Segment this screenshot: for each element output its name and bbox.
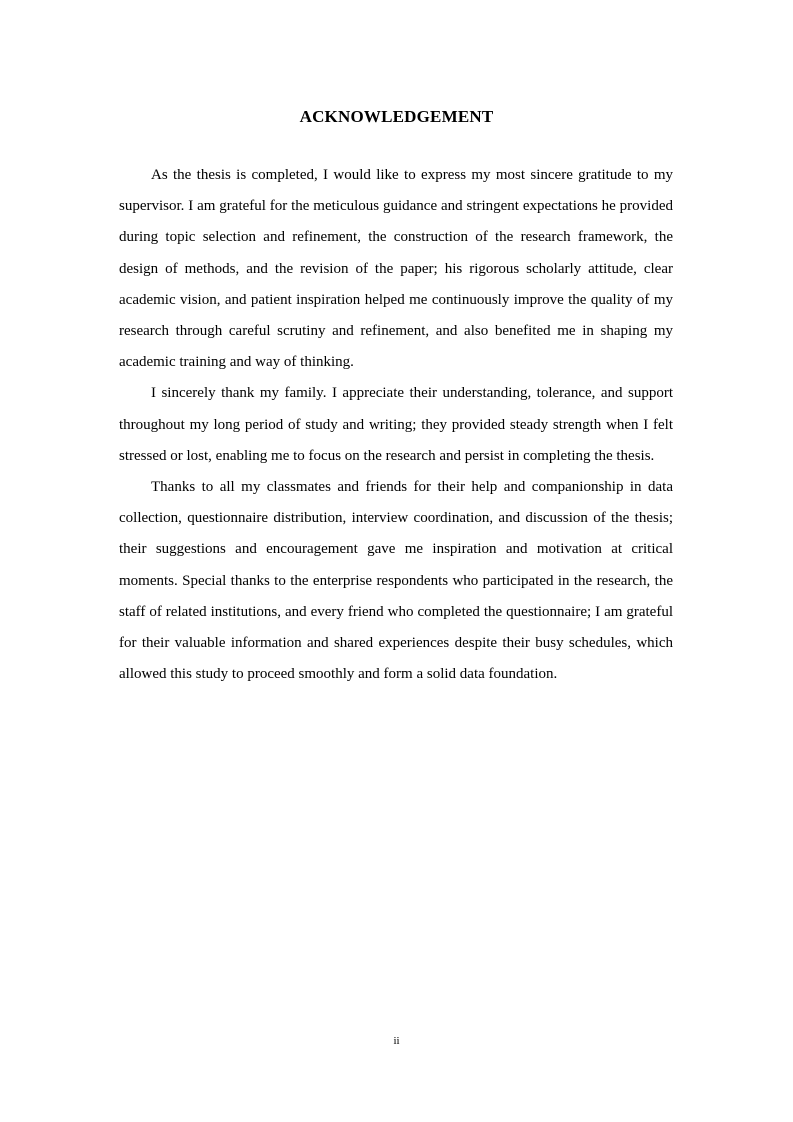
page-title: ACKNOWLEDGEMENT — [299, 107, 494, 126]
paragraph-family: I sincerely thank my family. I appreciate their understanding, tolerance, and support throughout my long period of study and writing; they provided steady strength when I felt stressed or lost, enabling me to focus on the research and persist in completing the thesis. — [119, 385, 673, 464]
page-number: ii — [393, 1035, 400, 1047]
paragraph-classmates: Thanks to all my classmates and friends for their help and companionship in data collection, questionnaire distribution, interview coordination, and discussion of the thesis; their suggestions and encouragement gave me inspiration and motivation at critical moments. Special thanks to the enterprise respondents who participated in the research, the staff of related institutions, and every friend who completed the questionnaire; I am grateful for their valuable information and shared experiences despite their busy schedules, which allowed this study to proceed smoothly and form a solid data foundation. — [119, 479, 673, 683]
acknowledgement-body — [119, 160, 673, 690]
paragraph-supervisor: As the thesis is completed, I would like to express my most sincere gratitude to my supervisor. I am grateful for the meticulous guidance and stringent expectations he provided during topic selection and refinement, the construction of the research framework, the design of methods, and the revision of the paper; his rigorous scholarly attitude, clear academic vision, and patient inspiration helped me continuously improve the quality of my research through careful scrutiny and refinement, and also benefited me in shaping my academic training and way of thinking. — [119, 167, 673, 371]
